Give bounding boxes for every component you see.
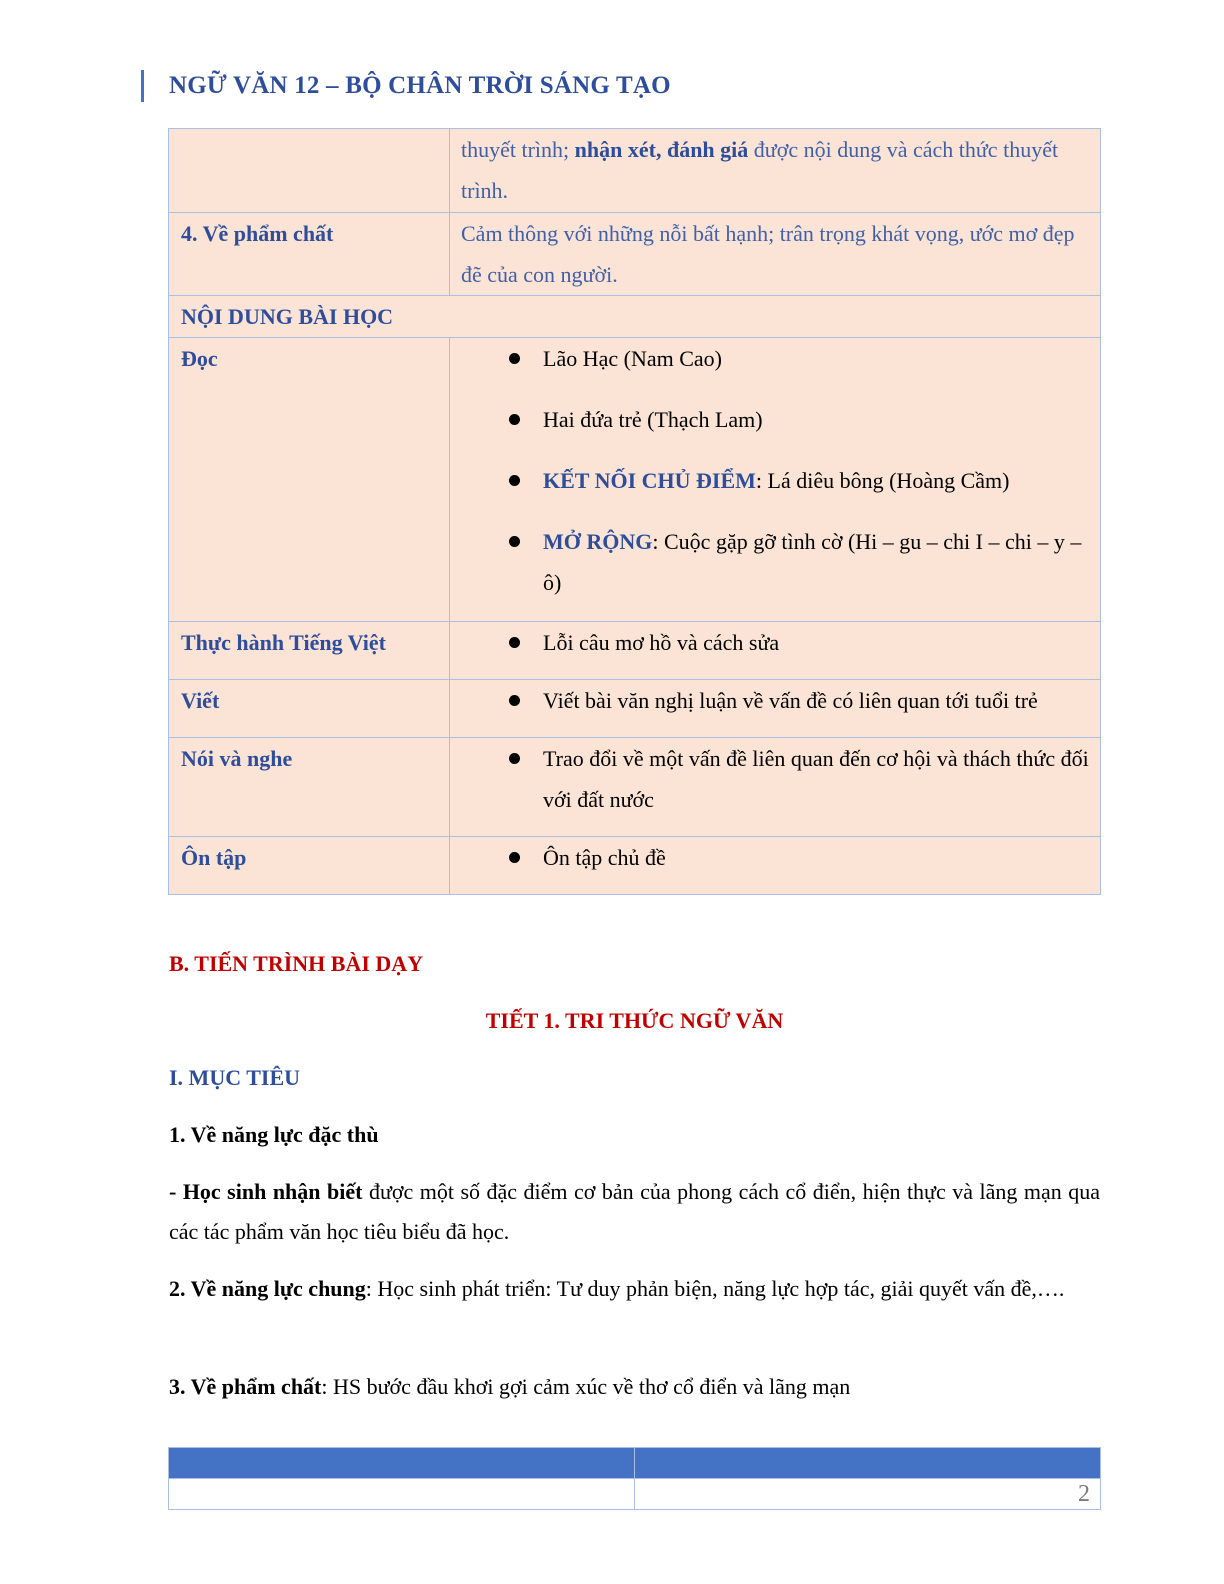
- bullet-icon: [509, 637, 520, 648]
- table-row: [169, 680, 1101, 738]
- row-label: Viết: [169, 680, 450, 738]
- table-row: [169, 296, 1101, 338]
- table-row: [169, 837, 1101, 895]
- section-b-title: B. TIẾN TRÌNH BÀI DẠY: [169, 951, 424, 976]
- table-row: [169, 129, 1101, 213]
- page-number: 2: [635, 1479, 1101, 1510]
- row-label: Đọc: [169, 338, 450, 622]
- bullet-icon: [509, 536, 520, 547]
- list-item: MỞ RỘNG: Cuộc gặp gỡ tình cờ (Hi – gu – chi I – chi – y – ô): [461, 521, 1090, 603]
- footer-header-row: [169, 1448, 1101, 1479]
- reading-list: [461, 338, 1090, 603]
- footer-row: [169, 1479, 1101, 1510]
- bullet-icon: [509, 353, 520, 364]
- general-competence-text: 2. Về năng lực chung: Học sinh phát triển: Tư duy phản biện, năng lực hợp tác, giải quyết vấn đề,….: [169, 1276, 1065, 1301]
- row-label: Ôn tập: [169, 837, 450, 895]
- lesson-title: TIẾT 1. TRI THỨC NGỮ VĂN: [485, 1008, 784, 1033]
- list-item: Lỗi câu mơ hồ và cách sửa: [461, 622, 1090, 663]
- row-label: Thực hành Tiếng Việt: [169, 622, 450, 680]
- goals-heading: I. MỤC TIÊU: [169, 1065, 301, 1090]
- row-value: [450, 837, 1101, 895]
- row-value: [450, 338, 1101, 622]
- lesson-overview-table: [168, 128, 1101, 895]
- specific-competence-text: - Học sinh nhận biết được một số đặc điểm cơ bản của phong cách cổ điển, hiện thực và lãng mạn qua các tác phẩm văn học tiêu biểu đã học.: [169, 1179, 1100, 1244]
- qualities-text: 3. Về phẩm chất: HS bước đầu khơi gợi cảm xúc về thơ cổ điển và lãng mạn: [169, 1374, 851, 1399]
- bullet-icon: [509, 695, 520, 706]
- table-row: [169, 738, 1101, 837]
- row-value: [450, 738, 1101, 837]
- bullet-icon: [509, 414, 520, 425]
- bullet-icon: [509, 753, 520, 764]
- bullet-icon: [509, 475, 520, 486]
- bullet-icon: [509, 852, 520, 863]
- row-value: [450, 680, 1101, 738]
- row-value: Cảm thông với những nỗi bất hạnh; trân trọng khát vọng, ước mơ đẹp đẽ của con người.: [450, 213, 1101, 296]
- table-row: [169, 338, 1101, 622]
- header-accent-bar: [141, 70, 144, 102]
- table-row: [169, 213, 1101, 296]
- page-header-title: NGỮ VĂN 12 – BỘ CHÂN TRỜI SÁNG TẠO: [169, 72, 671, 99]
- list-item: Ôn tập chủ đề: [461, 837, 1090, 878]
- list-item: Hai đứa trẻ (Thạch Lam): [461, 399, 1090, 440]
- section-heading: NỘI DUNG BÀI HỌC: [169, 296, 1101, 338]
- row-value: [450, 622, 1101, 680]
- specific-competence-heading: 1. Về năng lực đặc thù: [169, 1122, 379, 1147]
- row-value: thuyết trình; nhận xét, đánh giá được nội dung và cách thức thuyết trình.: [450, 129, 1101, 213]
- page-footer-table: [168, 1447, 1101, 1510]
- list-item: KẾT NỐI CHỦ ĐIỂM: Lá diêu bông (Hoàng Cầm): [461, 460, 1090, 501]
- row-label: [169, 129, 450, 213]
- row-label: 4. Về phẩm chất: [169, 213, 450, 296]
- list-item: Trao đổi về một vấn đề liên quan đến cơ hội và thách thức đối với đất nước: [461, 738, 1090, 820]
- row-label: Nói và nghe: [169, 738, 450, 837]
- list-item: Viết bài văn nghị luận về vấn đề có liên quan tới tuổi trẻ: [461, 680, 1090, 721]
- list-item: Lão Hạc (Nam Cao): [461, 338, 1090, 379]
- table-row: [169, 622, 1101, 680]
